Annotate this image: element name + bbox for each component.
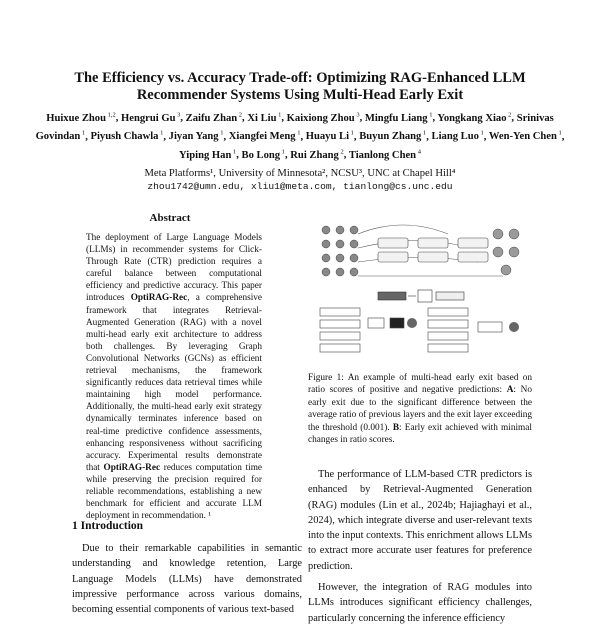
ratio-boxes-left bbox=[320, 308, 360, 352]
right-column-text bbox=[308, 467, 532, 626]
author-affiliation-marker: 1 bbox=[80, 129, 86, 137]
author-name: Xiangfei Meng $^1$ bbox=[228, 129, 301, 143]
abstract-text: reduces computation time while preserving the precision required for reliable recommendations, establishing a new benchmark for efficient and accurate LLM deployment in recommendation. ¹ bbox=[86, 462, 262, 522]
abstract-body bbox=[86, 232, 262, 522]
author-name: Huixue Zhou $^{1,2}$ bbox=[46, 111, 116, 124]
author-list: Huixue Zhou $^{1,2}$, Hengrui Gu $^3$, Zaifu Zhan $^2$, Xi Liu $^1$, Kaixiong Zhou $^3$, Mingfu Liang $^1$, Yongkang Xiao $^2$, Srinivas Govindan $^1$, Piyush Chawla $^1$, Jiyan Yang $^1$, Xiangfei Meng $^1$, Huayu Li $^1$, Buyun Zhang $^1$, Liang Luo $^1$, Wen-Yen Chen $^1$, Yiping Han $^1$, Bo Long $^1$, Rui Zhang $^2$, Tianlong Chen $^4$ bbox=[35, 111, 565, 161]
author-affiliation-marker: 1 bbox=[349, 129, 354, 137]
author-affiliation-marker: 2 bbox=[506, 111, 512, 118]
connections bbox=[358, 225, 503, 276]
intro-paragraph: Due to their remarkable capabilities in semantic understanding and knowledge retention, Large Language Models (LLMs) have demonstrated impressive performance across various domains, becoming essential components of various text-based bbox=[72, 543, 302, 616]
paper-title bbox=[40, 70, 560, 104]
paragraph: The performance of LLM-based CTR predictors is enhanced by Retrieval-Augmented Generation (RAG) modules (Lin et al., 2024b; Hajiaghayi et al., 2024), which integrate diverse and user-relevant texts into the input contexts. This enrichment allows LLMs to extract more accurate user features for preference prediction. bbox=[308, 469, 532, 572]
author-affiliation-marker: 3 bbox=[175, 111, 181, 118]
abstract-text: The deployment of Large Language Models (LLMs) in recommender systems for Click-Through Rate (CTR) prediction requires a careful balance between computational efficiency and predictive accuracy. This paper introduces bbox=[86, 233, 262, 304]
layer-nodes-top bbox=[322, 226, 358, 276]
author-affiliation-marker: 1 bbox=[478, 129, 484, 137]
author-affiliation-marker: 3 bbox=[354, 111, 360, 118]
title-line-1: The Efficiency vs. Accuracy Trade-off: Optimizing RAG-Enhanced LLM bbox=[74, 70, 526, 86]
exit-flow-row bbox=[378, 290, 464, 302]
ratio-boxes-right bbox=[428, 308, 502, 352]
author-name: Rui Zhang $^2$ bbox=[290, 148, 344, 161]
author-name: Jiyan Yang $^1$ bbox=[168, 129, 224, 143]
author-affiliation-marker: 1 bbox=[276, 111, 282, 118]
author-name: Zaifu Zhan $^2$ bbox=[185, 111, 243, 124]
caption-label-a: A bbox=[506, 385, 514, 396]
caption-label-b: B bbox=[392, 422, 400, 433]
author-affiliation-marker: 1,2 bbox=[105, 111, 116, 118]
author-affiliation-marker: 4 bbox=[416, 148, 421, 156]
author-name: Yiping Han $^1$ bbox=[179, 148, 237, 161]
author-affiliation-marker: 1 bbox=[158, 129, 164, 137]
title-line-2: Recommender Systems Using Multi-Head Early Exit bbox=[136, 87, 464, 103]
author-affiliation-marker: 1 bbox=[280, 148, 285, 156]
caption-text: Figure 1: An example of multi-head early exit based on ratio scores of positive and negative predictions: bbox=[308, 373, 532, 396]
author-name: Wen-Yen Chen $^1$ bbox=[488, 129, 562, 143]
ratio-boxes-mid bbox=[368, 318, 404, 328]
author-name: Piyush Chawla $^1$ bbox=[90, 129, 164, 143]
check-icon bbox=[509, 322, 519, 332]
method-name: OptiRAG-Rec bbox=[103, 462, 161, 473]
paragraph: However, the integration of RAG modules into LLMs introduces significant efficiency challenges, particularly concerning the inference efficiency bbox=[308, 582, 532, 624]
figure-caption bbox=[308, 372, 532, 446]
author-name: Yongkang Xiao $^2$ bbox=[437, 111, 512, 124]
author-name: Huayu Li $^1$ bbox=[305, 129, 354, 143]
author-name: Mingfu Liang $^1$ bbox=[364, 111, 433, 124]
author-name: Buyun Zhang $^1$ bbox=[359, 129, 427, 143]
mlp-heads bbox=[378, 238, 488, 262]
author-name: Xi Liu $^1$ bbox=[247, 111, 282, 124]
author-affiliation-marker: 1 bbox=[295, 129, 301, 137]
author-affiliation-marker: 2 bbox=[338, 148, 344, 156]
author-affiliation-marker: 1 bbox=[421, 129, 427, 137]
author-affiliation-marker: 1 bbox=[231, 148, 237, 156]
author-name: Liang Luo $^1$ bbox=[431, 129, 484, 143]
layer-nodes-right bbox=[493, 229, 519, 275]
caption-text: : No early exit due to the significant difference between the average ratio of previous layers and the exit layer exceeding the threshold (0.001). bbox=[308, 385, 533, 433]
author-affiliation-marker: 2 bbox=[237, 111, 243, 118]
abstract-heading: Abstract bbox=[149, 212, 191, 224]
caption-text: : Early exit achieved with minimal changes in ratio scores. bbox=[308, 422, 532, 446]
author-emails: zhou1742@umn.edu, xliu1@meta.com, tianlong@cs.unc.edu bbox=[147, 181, 453, 192]
author-name: Kaixiong Zhou $^3$ bbox=[286, 111, 360, 124]
section-heading: 1 Introduction bbox=[72, 520, 144, 532]
affiliations: Meta Platforms¹, University of Minnesota², NCSU³, UNC at Chapel Hill⁴ bbox=[144, 168, 456, 179]
abstract-text: , a comprehensive framework that integrates Retrieval-Augmented Generation (RAG) with a novel multi-head early exit architecture to address both challenges. By leveraging Graph Convolutional Networks (GCNs) as efficient retrieval mechanisms, the framework significantly reduces data retrieval times while maintaining high model performance. Additionally, the multi-head early exit strategy dynamically terminates inference based on real-time predictive confidence assessments, enhancing responsiveness without sacrificing accuracy. Experimental results demonstrate that bbox=[86, 293, 262, 473]
author-name: Hengrui Gu $^3$ bbox=[121, 111, 181, 124]
method-name: OptiRAG-Rec bbox=[130, 293, 188, 304]
author-name: Tianlong Chen $^4$ bbox=[348, 148, 421, 161]
cross-icon bbox=[407, 318, 417, 328]
author-affiliation-marker: 1 bbox=[427, 111, 433, 118]
figure-1-diagram bbox=[318, 222, 530, 357]
author-name: Bo Long $^1$ bbox=[241, 148, 285, 161]
author-affiliation-marker: 1 bbox=[556, 129, 562, 137]
author-name: Srinivas Govindan $^1$ bbox=[35, 112, 554, 143]
author-affiliation-marker: 1 bbox=[218, 129, 224, 137]
